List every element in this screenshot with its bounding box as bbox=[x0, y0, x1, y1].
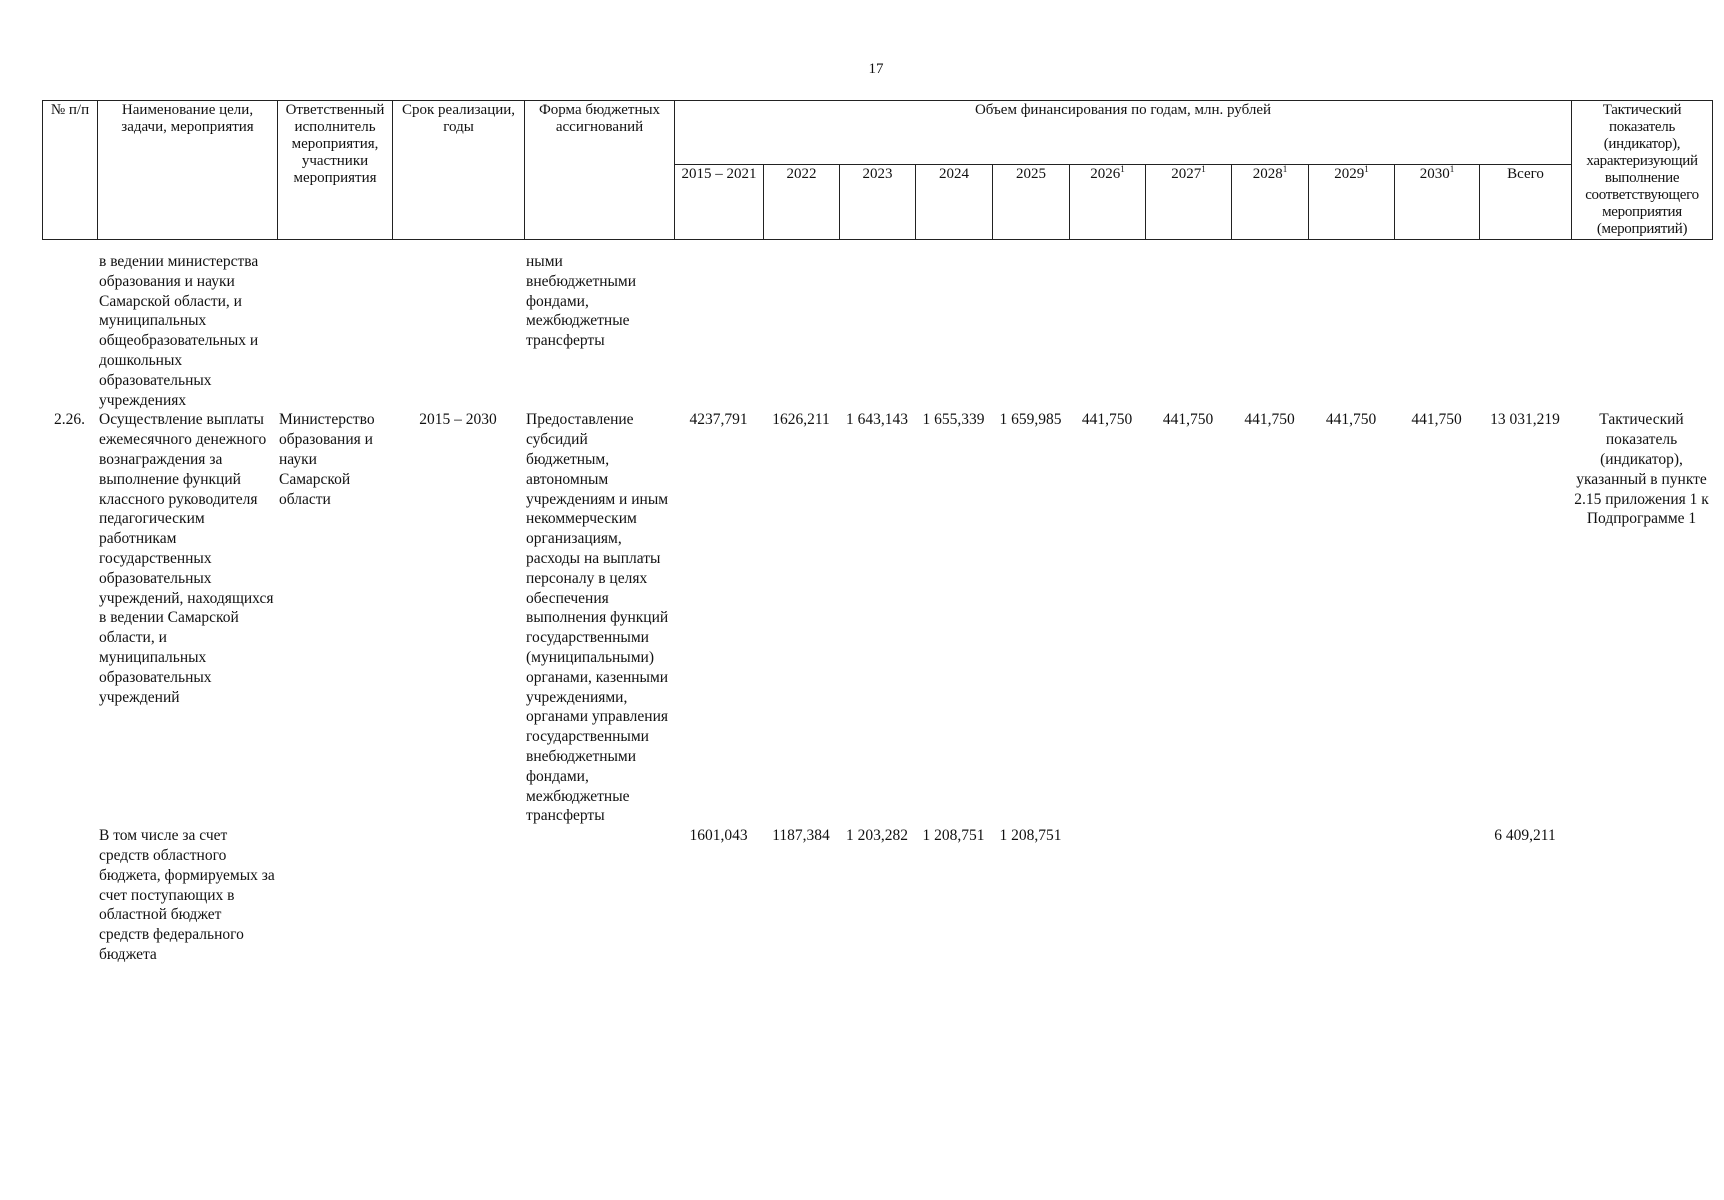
row-value: 441,750 bbox=[1411, 411, 1462, 429]
header-year: 2030$^1$ bbox=[1395, 165, 1480, 240]
header-period: Срок реализации, годы bbox=[393, 101, 525, 240]
header-year: 2025 bbox=[993, 165, 1070, 240]
header-indicator: Тактический показатель (индикатор), характеризующий выполнение соответствующего мероприятия (мероприятий) bbox=[1572, 101, 1713, 240]
row-indicator: Тактический показатель (индикатор), указанный в пункте 2.15 приложения 1 к Подпрограмме 1 bbox=[1574, 411, 1709, 528]
row-name: Осуществление выплаты ежемесячного денежного вознаграждения за выполнение функций классного руководителя педагогическим работникам государственных образовательных учреждений, находящихся в ведении Самарской области, и муниципальных образовательных учреждений bbox=[99, 411, 274, 706]
header-year: 2029$^1$ bbox=[1309, 165, 1395, 240]
header-funding: Объем финансирования по годам, млн. рублей bbox=[675, 101, 1572, 165]
header-year: 2026$^1$ bbox=[1070, 165, 1146, 240]
row-period: 2015 – 2030 bbox=[419, 411, 497, 429]
row-value: 1626,211 bbox=[772, 411, 830, 429]
row-value: 1 655,339 bbox=[922, 411, 985, 429]
row-number: 2.26. bbox=[54, 411, 85, 429]
row-total: 13 031,219 bbox=[1490, 411, 1560, 429]
header-num: № п/п bbox=[43, 101, 98, 240]
header-total: Всего bbox=[1480, 165, 1572, 240]
table-row bbox=[42, 252, 1712, 410]
row-value: 441,750 bbox=[1244, 411, 1295, 429]
continuation-name: в ведении министерства образования и науки Самарской области, и муниципальных общеобразовательных и дошкольных образовательных учреждениях bbox=[99, 253, 259, 409]
row-value bbox=[1069, 826, 1145, 965]
row-value: 1 208,751 bbox=[999, 827, 1062, 845]
row-value bbox=[1231, 826, 1308, 965]
row-total: 6 409,211 bbox=[1494, 827, 1556, 845]
row-executor: Министерство образования и науки Самарской области bbox=[279, 411, 375, 508]
header-year: 2024 bbox=[916, 165, 993, 240]
row-value: 1187,384 bbox=[772, 827, 830, 845]
row-value: 441,750 bbox=[1081, 411, 1133, 429]
row-name: В том числе за счет средств областного бюджета, формируемых за счет поступающих в областной бюджет средств федерального бюджета bbox=[99, 827, 275, 963]
row-value: 1 208,751 bbox=[922, 827, 985, 845]
header-name: Наименование цели, задачи, мероприятия bbox=[98, 101, 278, 240]
row-value bbox=[1145, 826, 1231, 965]
row-form: Предоставление субсидий бюджетным, автономным учреждениям и иным некоммерческим организациям, расходы на выплаты персоналу в целях обеспечения выполнения функций государственными (муниципальными) органами, казенными учреждениями, органами управления государственными внебюджетными фондами, межбюджетные трансферты bbox=[526, 411, 669, 825]
header-year: 2028$^1$ bbox=[1232, 165, 1309, 240]
table-body bbox=[42, 252, 1712, 965]
page-number: 17 bbox=[868, 61, 884, 77]
table-header bbox=[42, 100, 1713, 240]
header-year: 2015 – 2021 bbox=[675, 165, 764, 240]
header-executor: Ответственный исполнитель мероприятия, участники мероприятия bbox=[278, 101, 393, 240]
row-value: 441,750 bbox=[1325, 411, 1377, 429]
table-row bbox=[42, 410, 1712, 826]
row-value: 1 659,985 bbox=[999, 411, 1062, 429]
table-row bbox=[42, 826, 1712, 965]
row-value bbox=[1308, 826, 1394, 965]
row-value: 1601,043 bbox=[689, 827, 748, 845]
row-value: 4237,791 bbox=[689, 411, 748, 429]
row-value: 1 203,282 bbox=[846, 827, 908, 845]
header-year: 2022 bbox=[764, 165, 840, 240]
header-form: Форма бюджетных ассигнований bbox=[525, 101, 675, 240]
header-year: 2027$^1$ bbox=[1146, 165, 1232, 240]
row-value: 441,750 bbox=[1162, 411, 1214, 429]
row-value bbox=[1394, 826, 1479, 965]
continuation-form: ными внебюджетными фондами, межбюджетные трансферты bbox=[526, 253, 637, 350]
row-value: 1 643,143 bbox=[846, 411, 908, 429]
header-year: 2023 bbox=[840, 165, 916, 240]
